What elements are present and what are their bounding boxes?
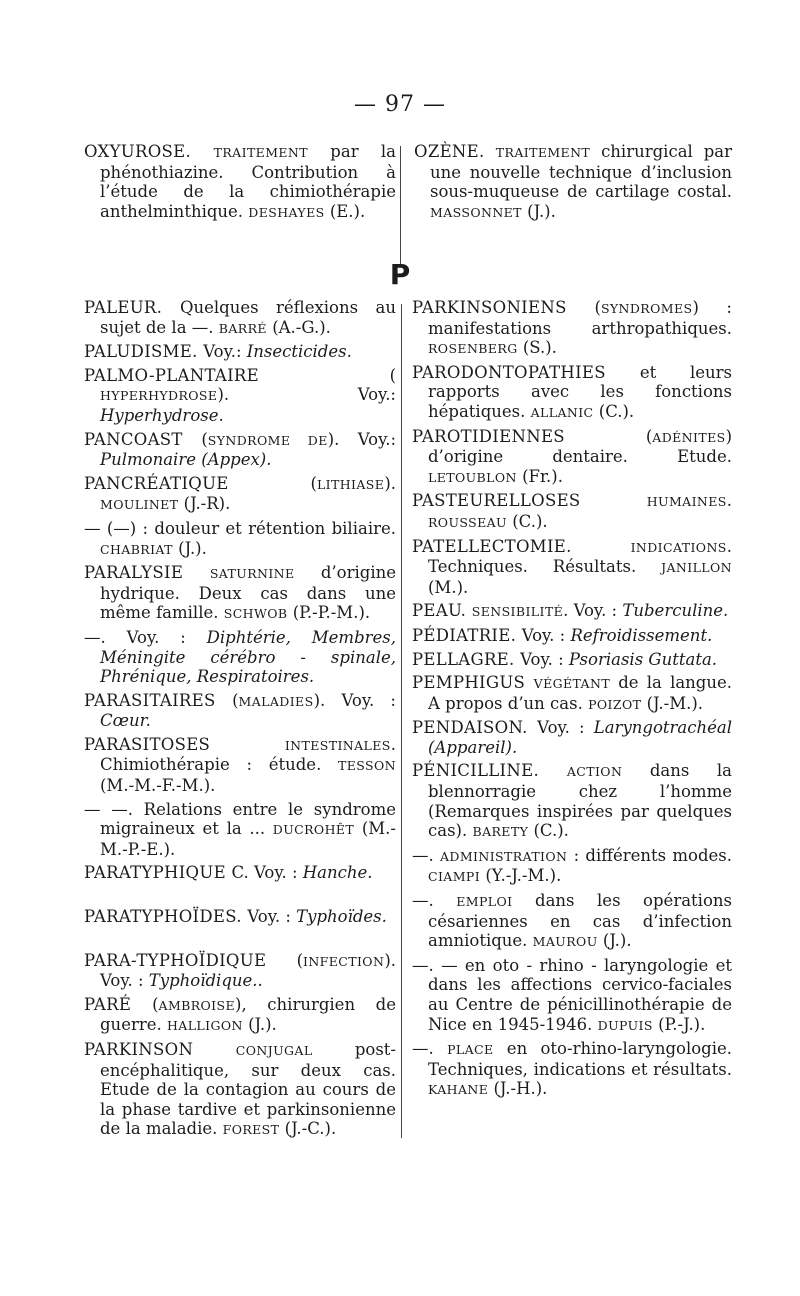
entry-text: (C.). [507, 511, 548, 531]
index-entry [84, 691, 396, 731]
cross-reference: Typhoïdes. [296, 907, 387, 927]
entry-text: (J.). [242, 1015, 277, 1035]
cross-reference: Hanche. [302, 863, 373, 883]
entry-heading: PARA-TYPHOÏDIQUE [84, 950, 297, 970]
entry-heading: PÉDIATRIE. [412, 625, 522, 645]
small-caps-text: AMBROISE [158, 997, 236, 1013]
index-entry [84, 628, 396, 687]
entry-text: Voy. : [247, 907, 297, 927]
entry-text: — —. Relations entre le syndrome migraineux et la ... [84, 799, 396, 839]
small-caps-text: BARETY [472, 824, 529, 840]
cross-reference: Psoriasis Guttata. [568, 649, 718, 669]
small-caps-text: HALLIGON [166, 1018, 243, 1034]
page-number: — 97 — [354, 92, 446, 117]
entry-text: (J.-R). [178, 494, 231, 514]
index-entry [412, 1039, 732, 1100]
entry-text: ). Voy. : [313, 690, 396, 710]
small-caps-text: ACTION [566, 764, 623, 780]
small-caps-text: VÉGÉTANT [533, 676, 611, 692]
small-caps-text: SATURNINE [209, 566, 295, 582]
section-letter: P [389, 258, 411, 291]
entry-text: ) : manifestations arthropathiques. [428, 298, 732, 338]
small-caps-text: TRAITEMENT [495, 145, 591, 160]
entry-text: et leurs rapports avec les fonctions hépatiques. [428, 362, 732, 421]
index-entry [84, 800, 396, 860]
entry-text: (S.). [517, 338, 557, 358]
index-entry [84, 474, 396, 515]
index-entry [412, 673, 732, 714]
entry-heading: PALMO-PLANTAIRE [84, 365, 390, 385]
small-caps-text: ALLANIC [530, 404, 594, 420]
small-caps-text: EMPLOI [456, 894, 513, 910]
entry-heading: PANCOAST [84, 429, 202, 449]
small-caps-text: CIAMPI [428, 869, 481, 885]
entry-text: Voy. : [521, 625, 571, 645]
entry-text: (A.-G.). [266, 317, 331, 337]
entry-text: (Y.-J.-M.). [480, 866, 562, 886]
index-entry [84, 366, 396, 426]
entry-text: — (—) : douleur et rétention biliaire. [84, 518, 396, 538]
entry-heading: PARATYPHIQUE [84, 863, 232, 883]
small-caps-text: KAHANE [428, 1082, 489, 1098]
right-column [412, 298, 732, 1104]
entry-heading: PARKINSON [84, 1040, 236, 1059]
cross-reference: Pulmonaire (Appex). [100, 450, 272, 470]
entry-text: ( [232, 690, 239, 710]
small-caps-text: SYNDROMES [600, 301, 693, 316]
entry-spacer [84, 931, 396, 951]
small-caps-text: ROUSSEAU [428, 514, 507, 530]
entry-text: (Fr.). [516, 466, 563, 486]
entry-text: en oto-rhino-laryngologie. Techniques, indications et résultats. [428, 1039, 733, 1079]
small-caps-text: CONJUGAL [235, 1043, 313, 1058]
entry-heading: PARÉ [84, 994, 153, 1014]
entry-text: ). Voy.: [327, 429, 396, 449]
index-entry [84, 142, 396, 222]
index-entry [412, 650, 732, 670]
small-caps-text: DESHAYES [248, 204, 325, 220]
index-entry [84, 519, 396, 559]
entry-text: Voy. : [537, 718, 594, 738]
index-entry [412, 891, 732, 952]
entry-text: (J.-M.). [641, 693, 704, 713]
entry-text: Quelques réflexions au sujet de la —. [100, 298, 396, 337]
entry-text: (J.-H.). [488, 1079, 548, 1099]
index-entry [412, 601, 732, 622]
entry-heading: PENDAISON. [412, 718, 538, 738]
entry-text: —. Voy. : [84, 627, 207, 647]
entry-text: (C.). [528, 821, 569, 841]
small-caps-text: LETOUBLON [428, 469, 517, 485]
entry-heading: PATELLECTOMIE. [412, 536, 631, 556]
entry-heading: PEMPHIGUS [412, 673, 534, 693]
entry-text: ( [310, 473, 317, 493]
entry-heading: PEAU. [412, 601, 472, 621]
small-caps-text: SCHWOB [223, 606, 288, 622]
entry-text: (J.-C.). [279, 1119, 337, 1139]
entry-text: Voy.: [203, 342, 247, 362]
entry-text: (E.). [324, 201, 366, 221]
entry-text: —. — en oto - rhino - laryngologie et dans les affections cervico-faciales au Centre de pénicillinothérapie de Nice en 1945-1946. [412, 955, 732, 1034]
entry-text: ( [645, 426, 653, 446]
top-left-column [84, 142, 396, 226]
small-caps-text: MAUROU [532, 934, 598, 950]
small-caps-text: MASSONNET [430, 204, 522, 220]
entry-heading: PALEUR. [84, 298, 180, 317]
index-entry [84, 951, 396, 991]
index-entry [84, 298, 396, 338]
entry-text: —. [412, 845, 440, 865]
entry-text: (P.-P.-M.). [287, 603, 371, 623]
entry-text: (C.). [593, 401, 635, 421]
small-caps-text: SYNDROME DE [207, 432, 328, 448]
index-entry [84, 735, 396, 796]
index-entry [412, 363, 732, 423]
cross-reference: Hyperhydrose. [100, 405, 224, 425]
entry-heading: PARASITAIRES [84, 690, 233, 710]
small-caps-text: POIZOT [588, 696, 642, 712]
entry-heading: PANCRÉATIQUE [84, 473, 311, 493]
index-entry [412, 956, 732, 1035]
cross-reference: Insecticides. [246, 342, 352, 362]
entry-text: ), chirurgien de guerre. [100, 994, 396, 1035]
entry-text: ). [384, 473, 396, 493]
cross-reference: Diphtérie, Membres, Méningite cérébro - spinale, Phrénique, Respiratoires. [100, 627, 396, 687]
entry-text: (J.). [521, 201, 556, 221]
cross-reference: Refroidissement. [570, 625, 713, 645]
entry-text: ). Voy.: [217, 385, 396, 405]
index-entry [414, 142, 732, 222]
entry-text: ) d’origine dentaire. Etude. [428, 426, 732, 467]
top-right-column [414, 142, 732, 226]
entry-text: ( [152, 994, 159, 1014]
entry-text: —. [412, 1039, 448, 1059]
index-entry [412, 846, 732, 887]
index-entry [84, 1040, 396, 1140]
entry-heading: PARALYSIE [84, 563, 210, 583]
small-caps-text: FOREST [222, 1122, 280, 1138]
small-caps-text: HYPERHYDROSE [100, 388, 218, 404]
entry-heading: PÉNICILLINE. [412, 761, 567, 781]
entry-heading: PARODONTOPATHIES [412, 362, 640, 382]
index-entry [412, 718, 732, 757]
index-entry [84, 342, 396, 362]
small-caps-text: MOULINET [100, 497, 179, 513]
entry-text: . [726, 491, 732, 511]
entry-text: . Voy. : [563, 601, 623, 621]
entry-text: post-encéphalitique, sur deux cas. Etude de la contagion au cours de la phase tardive et parkinsonienne de la maladie. [100, 1040, 396, 1139]
small-caps-text: INFECTION [303, 953, 385, 969]
entry-heading: PARKINSONIENS [412, 298, 595, 317]
entry-heading: OXYUROSE. [84, 142, 214, 161]
entry-text: ( [296, 950, 303, 970]
entry-text: de la langue. A propos d’un cas. [428, 673, 733, 713]
index-entry [412, 537, 732, 598]
top-column-divider [400, 146, 401, 266]
index-entry [84, 430, 396, 470]
entry-text: d’origine hydrique. Deux cas dans une même famille. [100, 563, 396, 623]
index-entry [84, 563, 396, 624]
index-entry [412, 491, 732, 532]
left-column [84, 298, 396, 1144]
column-divider [401, 304, 402, 1138]
small-caps-text: INDICATIONS [630, 539, 727, 555]
index-entry [412, 298, 732, 359]
small-caps-text: CHABRIAT [100, 541, 173, 557]
small-caps-text: DUCROHÊT [272, 822, 355, 838]
entry-text: dans les opérations césariennes en cas d’infection amniotique. [428, 891, 732, 951]
cross-reference: Typhoïdique.. [148, 971, 263, 991]
small-caps-text: PLACE [447, 1042, 494, 1058]
entry-text: . Chimiothérapie : étude. [100, 734, 396, 775]
entry-text: C. Voy. : [231, 863, 303, 883]
entry-text: (J.). [172, 538, 207, 558]
small-caps-text: MALADIES [238, 693, 314, 709]
small-caps-text: ROSENBERG [428, 341, 518, 357]
small-caps-text: TESSON [338, 758, 396, 774]
entry-text: chirurgical par une nouvelle technique d’inclusion sous-muqueuse de cartilage costal. [430, 142, 732, 202]
entry-text: ). Voy. : [100, 950, 396, 991]
small-caps-text: LITHIASE [316, 476, 385, 492]
entry-text: ( [201, 429, 208, 449]
entry-spacer [84, 887, 396, 907]
cross-reference: Cœur. [100, 711, 151, 731]
small-caps-text: TRAITEMENT [213, 145, 308, 160]
entry-text: Voy. : [520, 649, 569, 669]
entry-text: ( [594, 298, 601, 317]
index-entry [412, 626, 732, 646]
entry-text: par la phénothiazine. Contribution à l’étude de la chimiothérapie anthelminthique. [100, 142, 396, 221]
entry-heading: PARATYPHOÏDES. [84, 907, 248, 927]
entry-text: ( [389, 365, 396, 385]
entry-heading: PASTEURELLOSES [412, 491, 647, 511]
entry-heading: OZÈNE. [414, 142, 496, 161]
cross-reference: Tuberculine. [622, 601, 729, 621]
entry-text: (M.-M.-P.-E.). [100, 819, 396, 859]
small-caps-text: DUPUIS [597, 1017, 653, 1033]
index-entry [84, 863, 396, 883]
index-entry [84, 907, 396, 927]
entry-text: (M.). [428, 577, 469, 597]
small-caps-text: INTESTINALES [284, 737, 391, 753]
entry-text: : différents modes. [567, 845, 732, 865]
index-entry [412, 761, 732, 841]
small-caps-text: ADMINISTRATION [440, 848, 568, 864]
entry-heading: PARASITOSES [84, 734, 285, 754]
cross-reference: Laryngotrachéal (Appareil). [428, 718, 732, 757]
index-entry [412, 427, 732, 488]
entry-text: (J.). [597, 931, 632, 951]
index-entry [84, 995, 396, 1036]
entry-heading: PAROTIDIENNES [412, 426, 646, 446]
small-caps-text: SENSIBILITÉ [471, 604, 564, 620]
small-caps-text: HUMAINES [646, 494, 727, 510]
entry-text: —. [412, 891, 457, 911]
small-caps-text: BARRÉ [218, 320, 267, 336]
entry-text: (M.-M.-F.-M.). [100, 776, 216, 796]
small-caps-text: ADÉNITES [652, 429, 726, 445]
entry-heading: PALUDISME. [84, 342, 204, 362]
entry-text: dans la blennorragie chez l’homme (Remarques inspirées par quelques cas). [428, 761, 732, 841]
small-caps-text: JANILLON [661, 560, 732, 576]
entry-text: (P.-J.). [652, 1014, 706, 1034]
entry-text: . Techniques. Résultats. [428, 536, 732, 577]
entry-heading: PELLAGRE. [412, 649, 521, 669]
